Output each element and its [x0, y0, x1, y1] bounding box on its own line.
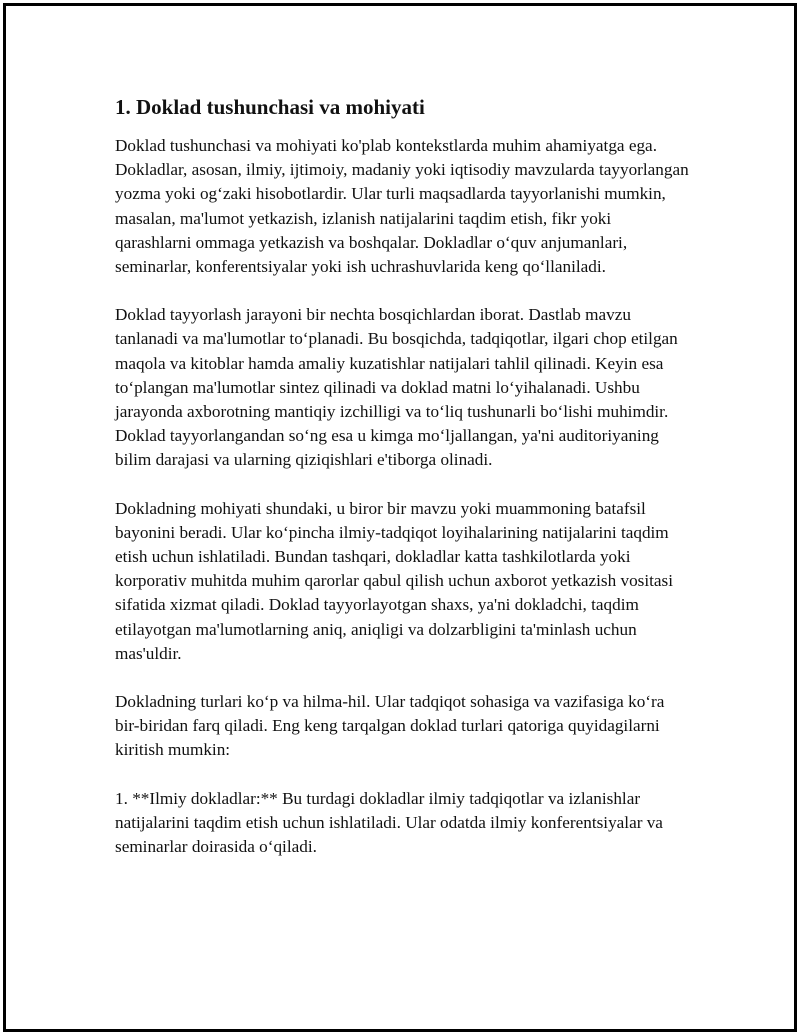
section-heading: 1. Doklad tushunchasi va mohiyati [115, 95, 425, 119]
paragraph-preparation: Doklad tayyorlash jarayoni bir nechta bosqichlardan iborat. Dastlab mavzu tanlanadi va ma'lumotlar to‘planadi. Bu bosqichda, tadqiqotlar, ilgari chop etilgan maqola va kitoblar hamda amaliy kuzatishlar natijalari tahlil qilinadi. Keyin esa to‘plangan ma'lumotlar sintez qilinadi va doklad matni lo‘yihalanadi. Ushbu jarayonda axborotning mantiqiy izchilligi va to‘liq tushunarli bo‘lishi muhimdir. Doklad tayyorlangandan so‘ng esa u kimga mo‘ljallangan, ya'ni auditoriyaning bilim darajasi va ularning qiziqishlari e'tiborga olinadi. [115, 305, 678, 470]
document-body [115, 94, 690, 883]
paragraph-types: Dokladning turlari ko‘p va hilma-hil. Ular tadqiqot sohasiga va vazifasiga ko‘ra bir-biridan farq qiladi. Eng keng tarqalgan doklad turlari qatoriga quyidagilarni kiritish mumkin: [115, 692, 665, 760]
paragraph-essence: Dokladning mohiyati shundaki, u biror bir mavzu yoki muammoning batafsil bayonini beradi. Ular ko‘pincha ilmiy-tadqiqot loyihalarining natijalarini taqdim etish uchun ishlatiladi. Bundan tashqari, dokladlar katta tashkilotlarda yoki korporativ muhitda muhim qarorlar qabul qilish uchun axborot yetkazish vositasi sifatida xizmat qiladi. Doklad tayyorlayotgan shaxs, ya'ni dokladchi, taqdim etilayotgan ma'lumotlarning aniq, aniqligi va dolzarbligini ta'minlash uchun mas'uldir. [115, 498, 674, 663]
list-item-scientific-reports: 1. **Ilmiy dokladlar:** Bu turdagi dokladlar ilmiy tadqiqotlar va izlanishlar natijalarini taqdim etish uchun ishlatiladi. Ular odatda ilmiy konferentsiyalar va seminarlar doirasida o‘qiladi. [115, 788, 663, 857]
paragraph-intro: Doklad tushunchasi va mohiyati ko'plab kontekstlarda muhim ahamiyatga ega. Dokladlar, asosan, ilmiy, ijtimoiy, madaniy yoki iqtisodiy mavzularda tayyorlangan yozma yoki og‘zaki hisobotlardir. Ular turli maqsadlarda tayyorlanishi mumkin, masalan, ma'lumot yetkazish, izlanish natijalarini taqdim etish, fikr yoki qarashlarni ommaga yetkazish va boshqalar. Dokladlar o‘quv anjumanlari, seminarlar, konferentsiyalar yoki ish uchrashuvlarida keng qo‘llaniladi. [115, 136, 689, 277]
